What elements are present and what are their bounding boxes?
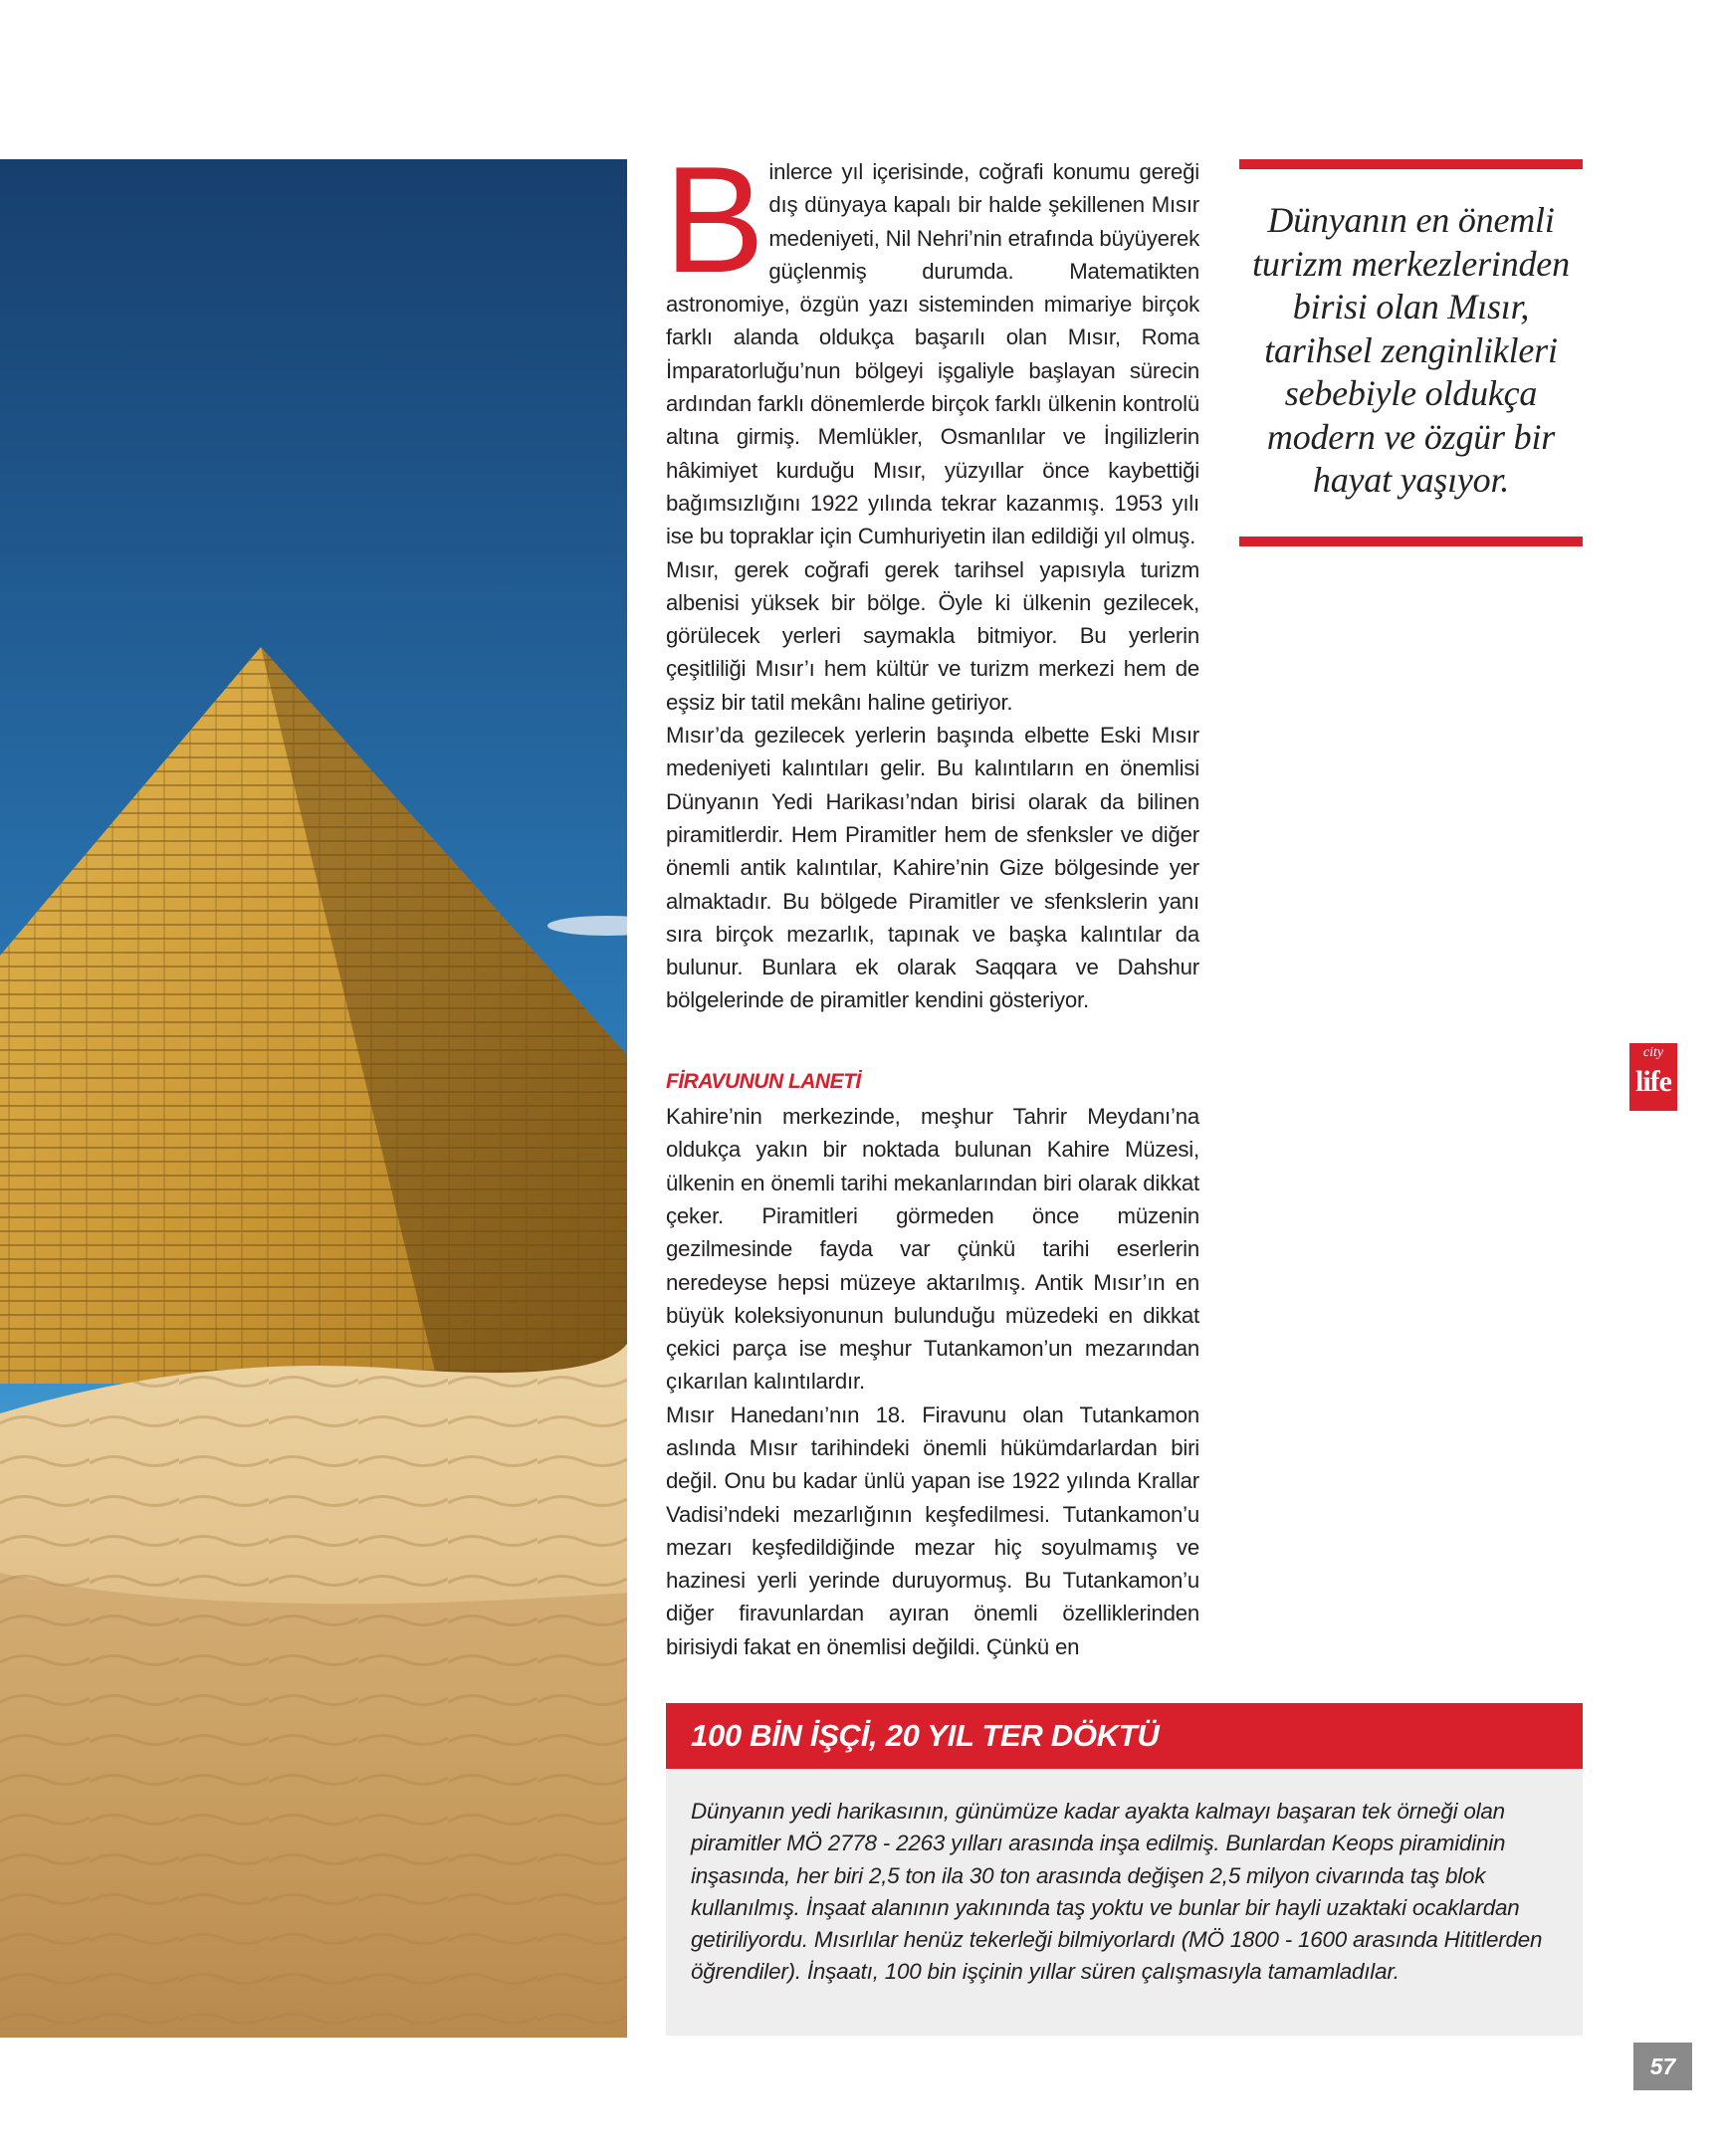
article-body: [664, 135, 1199, 1663]
pull-quote-text: Dünyanın en önemli turizm merkezlerinden birisi olan Mısır, tarihsel zenginlikleri sebebiyle oldukça modern ve özgür bir hayat yaşıyor.: [1252, 200, 1570, 500]
drop-cap: B: [664, 135, 765, 305]
article-paragraph: Kahire’nin merkezinde, meşhur Tahrir Meydanı’na oldukça yakın bir noktada bulunan Kahire Müzesi, ülkenin en önemli tarihi mekanlarından biri olarak dikkat çeker. Piramitleri görmeden önce müzenin gezilmesinde fayda var çünkü tarihi eserlerin neredeyse hepsi müzeye aktarılmış. Antik Mısır’ın en büyük koleksiyonunun bulunduğu müzedeki en dikkat çekici parça ise meşhur Tutankamon’un mezarından çıkarılan kalıntılardır.: [666, 1104, 1199, 1395]
article-paragraph: Mısır Hanedanı’nın 18. Firavunu olan Tutankamon aslında Mısır tarihindeki önemli hükümdarlardan biri değil. Onu bu kadar ünlü yapan ise 1922 yılında Krallar Vadisi’ndeki mezarlığının keşfedilmesi. Tutankamon’u mezarı keşfedildiğinde mezar hiç soyulmamış ve hazinesi yerli yerinde duruyormuş. Bu Tutankamon’u diğer firavunlardan ayıran önemli özelliklerinden birisiydi fakat en önemlisi değildi. Çünkü en: [666, 1401, 1199, 1659]
logo-text: life: [1635, 1065, 1671, 1098]
city-life-logo: [1629, 1043, 1677, 1111]
article-paragraph: Mısır’da gezilecek yerlerin başında elbette Eski Mısır medeniyeti kalıntıları gelir. Bu kalıntıların en önemlisi Dünyanın Yedi Harikası’ndan birisi olarak da bilinen piramitlerdir. Hem Piramitler hem de sfenksler ve diğer önemli antik kalıntılar, Kahire’nin Gize bölgesinde yer almaktadır. Bu bölgede Piramitler ve sfenkslerin yanı sıra birçok mezarlık, tapınak ve başka kalıntılar da bulunur. Bunlara ek olarak Saqqara ve Dahshur bölgelerinde de piramitler kendini gösteriyor.: [666, 723, 1199, 1013]
info-box-title: 100 BİN İŞÇİ, 20 YIL TER DÖKTÜ: [666, 1703, 1583, 1769]
pull-quote-bottom-rule: [1239, 537, 1583, 546]
section-heading: FİRAVUNUN LANETİ: [666, 1069, 861, 1093]
pull-quote-top-rule: [1239, 159, 1583, 169]
page-number: 57: [1633, 2043, 1692, 2090]
article-paragraph: inlerce yıl içerisinde, coğrafi konumu gereği dış dünyaya kapalı bir halde şekillenen Mısır medeniyeti, Nil Nehri’nin etrafında büyüyerek güçlenmiş durumda. Matematikten astronomiye, özgün yazı sisteminden mimariye birçok farklı alanda oldukça başarılı olan Mısır, Roma İmparatorluğu’nun bölgeyi işgaliyle başlayan sürecin ardından farklı dönemlerde birçok farklı ülkenin kontrolü altına girmiş. Memlükler, Osmanlılar ve İngilizlerin hâkimiyet kurduğu Mısır, yüzyıllar önce kaybettiği bağımsızlığını 1922 yılında tekrar kazanmış. 1953 yılı ise bu topraklar için Cumhuriyetin ilan edildiği yıl olmuş.: [666, 159, 1199, 549]
info-box-text: Dünyanın yedi harikasının, günümüze kadar ayakta kalmayı başaran tek örneği olan piramitler MÖ 2778 - 2263 yılları arasında inşa edilmiş. Bunlardan Keops piramidinin inşasında, her biri 2,5 ton ila 30 ton arasında değişen 2,5 milyon civarında taş blok kullanılmış. İnşaat alanının yakınında taş yoktu ve bunlar bir hayli uzaktaki ocaklardan getiriliyordu. Mısırlılar henüz tekerleği bilmiyorlardı (MÖ 1800 - 1600 arasında Hititlerden öğrendiler). İnşaatı, 100 bin işçinin yıllar süren çalışmasıyla tamamladılar.: [666, 1769, 1583, 2036]
article-paragraph: Mısır, gerek coğrafi gerek tarihsel yapısıyla turizm albenisi yüksek bir bölge. Öyle ki ülkenin gezilecek, görülecek yerleri saymakla bitmiyor. Bu yerlerin çeşitliliği Mısır’ı hem kültür ve turizm merkezi hem de eşsiz bir tatil mekânı haline getiriyor.: [666, 556, 1199, 715]
pyramid-photo: [0, 159, 627, 2038]
pyramid-illustration: [0, 159, 627, 2038]
logo-top-text: city: [1642, 1045, 1664, 1060]
pull-quote: [1239, 159, 1583, 546]
